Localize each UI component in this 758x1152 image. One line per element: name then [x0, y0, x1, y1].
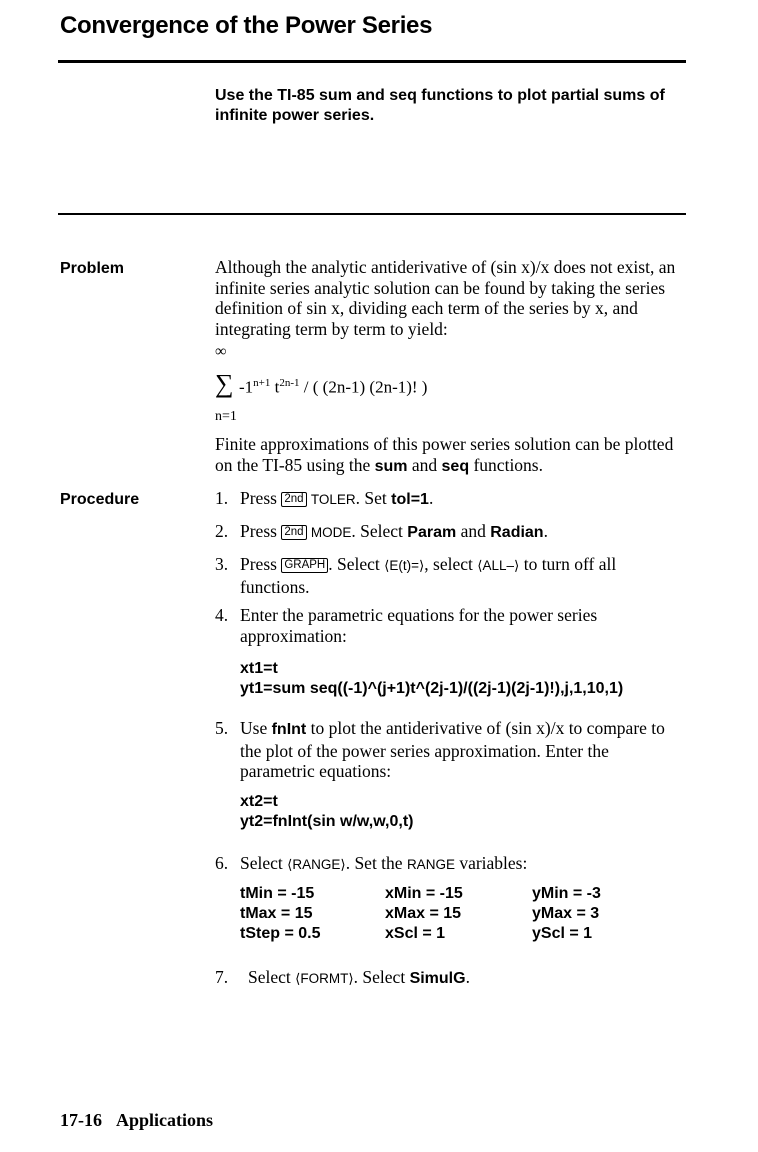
menu-mode: MODE — [310, 525, 352, 540]
range-value: tMax = 15 — [240, 905, 313, 922]
step-number: 3. — [215, 554, 229, 574]
step-number: 6. — [215, 853, 229, 873]
section-name: Applications — [116, 1110, 214, 1130]
range-value: yMin = -3 — [532, 885, 601, 902]
range-value: xMax = 15 — [385, 905, 462, 922]
sum-keyword: sum — [374, 457, 408, 475]
menu-all-minus: ⟨ALL–⟩ — [477, 558, 520, 573]
code-block-fnint — [240, 792, 414, 832]
code-line: xt2=t — [240, 793, 278, 810]
step-3: 3. Press GRAPH . Select ⟨E(t)=⟩, select ⟨ALL–⟩ to turn off all functions. — [215, 554, 617, 597]
range-column-y — [532, 884, 601, 944]
step-number: 4. — [215, 605, 229, 625]
range-value: yScl = 1 — [532, 925, 593, 942]
code-line: xt1=t — [240, 660, 278, 677]
step-number: 2. — [215, 521, 229, 541]
problem-label: Problem — [60, 260, 125, 277]
step-5: 5. Use fnInt to plot the antiderivative of (sin x)/x to compare to the plot of the power series approximation. Enter the parametric equations: — [215, 718, 665, 781]
option-radian: Radian — [490, 524, 544, 541]
step-7: 7. Select ⟨FORMT⟩. Select SimulG. — [215, 967, 470, 987]
lower-limit: n=1 — [215, 409, 237, 424]
setting-tol: tol=1 — [391, 491, 429, 508]
page-title: Convergence of the Power Series — [60, 12, 433, 39]
finite-paragraph: Finite approximations of this power series solution can be plotted on the TI-85 using the sum and seq functions. — [215, 434, 674, 475]
step-4: 4. Enter the parametric equations for the power series approximation: — [215, 605, 598, 646]
page-footer — [60, 1110, 213, 1131]
series-term: $-1^{n+1}$ $t^{2n-1}$ / ( (2n-1) (2n-1)! ) — [239, 377, 428, 397]
key-graph: GRAPH — [281, 558, 328, 573]
range-value: xScl = 1 — [385, 925, 446, 942]
menu-toler: TOLER — [310, 492, 356, 507]
series-formula — [215, 343, 515, 423]
key-2nd: 2nd — [281, 492, 306, 507]
option-simulg: SimulG — [409, 970, 466, 987]
step-number: 7. — [215, 967, 229, 987]
key-2nd: 2nd — [281, 525, 306, 540]
range-value: tStep = 0.5 — [240, 925, 321, 942]
step-2: 2. Press 2nd MODE. Select Param and Radian. — [215, 521, 548, 541]
code-line: yt2=fnInt(sin w/w,w,0,t) — [240, 813, 414, 830]
seq-keyword: seq — [441, 457, 470, 475]
step-6: 6. Select ⟨RANGE⟩. Set the RANGE variables: — [215, 853, 528, 873]
infinity-symbol: ∞ — [215, 343, 227, 360]
range-column-x — [385, 884, 463, 944]
step-1: 1. Press 2nd TOLER. Set tol=1. — [215, 488, 434, 508]
menu-formt: ⟨FORMT⟩ — [295, 971, 354, 986]
range-value: tMin = -15 — [240, 885, 315, 902]
fnint-keyword: fnInt — [271, 721, 307, 738]
problem-paragraph: Although the analytic antiderivative of (sin x)/x does not exist, an infinite series analytic solution can be found by taking the series definition of sin x, dividing each term of the series by x, and integrating term by term to yield: — [215, 257, 676, 339]
range-column-t — [240, 884, 320, 944]
menu-e-t: ⟨E(t)=⟩ — [384, 558, 425, 573]
procedure-label: Procedure — [60, 491, 140, 508]
menu-range: ⟨RANGE⟩ — [287, 857, 346, 872]
page-number: 17-16 — [60, 1110, 102, 1130]
step-number: 1. — [215, 488, 229, 508]
range-value: xMin = -15 — [385, 885, 463, 902]
code-block-series — [240, 659, 623, 699]
sigma-symbol: ∑ — [215, 369, 234, 398]
top-divider — [58, 60, 686, 63]
intro-summary: Use the TI-85 sum and seq functions to plot partial sums of infinite power series. — [215, 87, 665, 124]
range-value: yMax = 3 — [532, 905, 600, 922]
step-number: 5. — [215, 718, 229, 738]
section-divider — [58, 213, 686, 215]
range-word: RANGE — [406, 857, 455, 872]
code-line: yt1=sum seq((-1)^(j+1)t^(2j-1)/((2j-1)(2j-1)!),j,1,10,1) — [240, 680, 624, 697]
option-param: Param — [407, 524, 457, 541]
